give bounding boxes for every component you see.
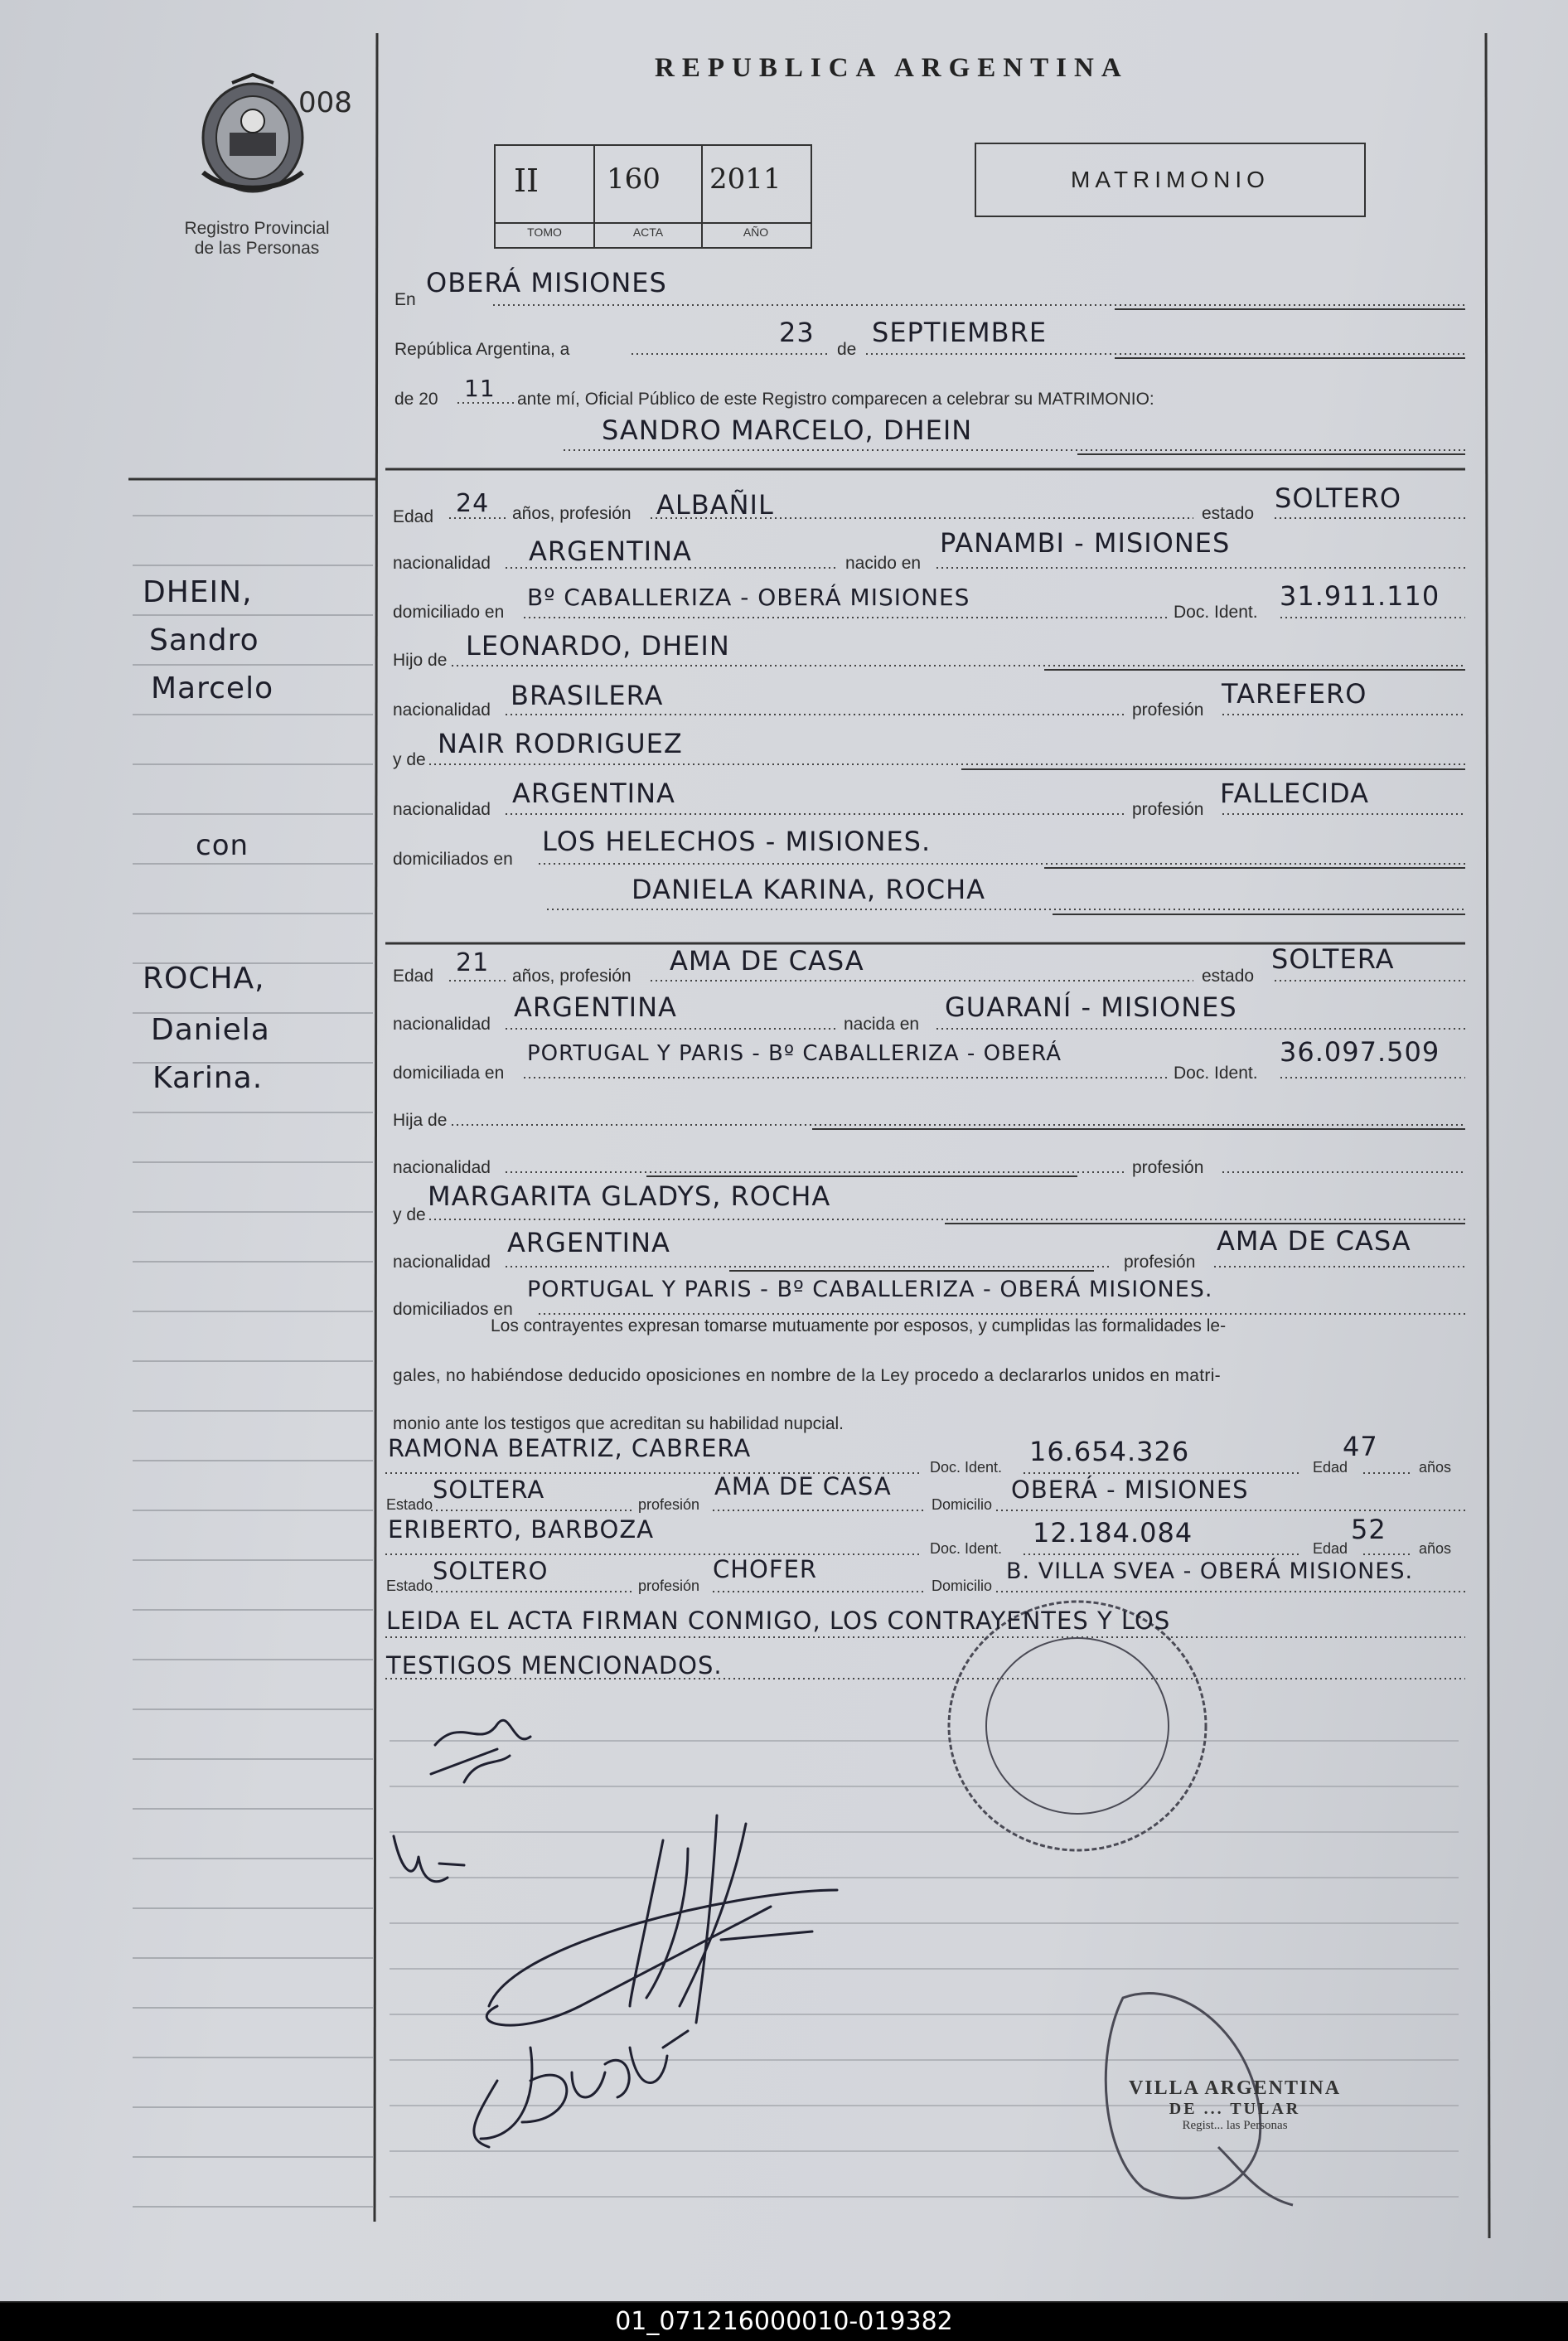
witness1-age-value: 47 (1343, 1431, 1378, 1462)
bride-nationality-label: nacionalidad (393, 1015, 491, 1034)
bride-father-nationality-label: nacionalidad (393, 1158, 491, 1177)
bride-mother-nationality-value: ARGENTINA (507, 1227, 670, 1258)
witness1-profession-label: profesión (638, 1496, 700, 1513)
witness2-profession-label: profesión (638, 1578, 700, 1594)
witness2-profession-value: CHOFER (713, 1555, 818, 1583)
bride-age-value: 21 (456, 948, 490, 977)
groom-mother-label: y de (393, 750, 426, 769)
anio-label: AÑO (743, 225, 769, 239)
witness1-status-label: Estado (386, 1496, 433, 1513)
bride-father-label: Hija de (393, 1111, 448, 1130)
witness1-profession-value: AMA DE CASA (714, 1472, 892, 1500)
witness1-doc-value: 16.654.326 (1029, 1436, 1190, 1467)
groom-father-label: Hijo de (393, 651, 448, 670)
groom-mother-nationality-value: ARGENTINA (512, 778, 675, 809)
margin-groom-given2: Marcelo (151, 671, 274, 705)
witness2-doc-label: Doc. Ident. (930, 1540, 1003, 1557)
groom-father-profession-value: TAREFERO (1222, 678, 1367, 710)
groom-status-label: estado (1202, 504, 1255, 523)
margin-groom-given1: Sandro (149, 623, 259, 657)
witness1-age-label: Edad (1313, 1459, 1348, 1476)
page-number: 008 (298, 86, 352, 119)
witness2-doc-value: 12.184.084 (1033, 1517, 1193, 1549)
bride-profession-value: AMA DE CASA (670, 945, 864, 977)
groom-doc-value: 31.911.110 (1280, 580, 1440, 612)
month-value: SEPTIEMBRE (872, 317, 1048, 348)
bride-mother-profession-label: profesión (1124, 1253, 1196, 1272)
year-value: 11 (464, 375, 496, 402)
witness1-domicile-value: OBERÁ - MISIONES (1011, 1476, 1249, 1504)
declaration-line3: monio ante los testigos que acreditan su habilidad nupcial. (393, 1414, 844, 1433)
bride-mother-value: MARGARITA GLADYS, ROCHA (428, 1180, 831, 1212)
witness1-domicile-label: Domicilio (932, 1496, 993, 1513)
groom-profession-value: ALBAÑIL (656, 489, 774, 521)
bride-profession-label: años, profesión (512, 967, 632, 986)
groom-mother-value: NAIR RODRIGUEZ (438, 728, 683, 759)
groom-doc-label: Doc. Ident. (1174, 603, 1258, 622)
groom-father-value: LEONARDO, DHEIN (466, 630, 730, 662)
country-title: REPUBLICA ARGENTINA (655, 53, 1129, 83)
witness1-doc-label: Doc. Ident. (930, 1459, 1003, 1476)
groom-nationality-label: nacionalidad (393, 554, 491, 573)
place-value: OBERÁ MISIONES (426, 267, 667, 298)
bride-doc-value: 36.097.509 (1280, 1036, 1440, 1068)
groom-name-value: SANDRO MARCELO, DHEIN (602, 414, 973, 446)
appear-text: ante mí, Oficial Público de este Registro comparecen a celebrar su MATRIMONIO: (517, 390, 1154, 409)
margin-bride-given2: Karina. (152, 1061, 264, 1095)
bride-nationality-value: ARGENTINA (514, 991, 677, 1023)
anio-value: 2011 (709, 162, 782, 196)
en-label: En (394, 290, 416, 309)
tomo-value: II (514, 162, 540, 199)
bride-status-label: estado (1202, 967, 1255, 986)
acta-label: ACTA (632, 225, 664, 239)
groom-profession-label: años, profesión (512, 504, 632, 523)
record-type: MATRIMONIO (1071, 167, 1270, 192)
registry-stamp (1069, 2077, 1401, 2133)
closing-line2: TESTIGOS MENCIONADOS. (386, 1651, 723, 1679)
groom-father-nationality-label: nacionalidad (393, 700, 491, 720)
record-number-boxes (494, 144, 812, 249)
margin-connector: con (196, 829, 249, 862)
groom-father-profession-label: profesión (1132, 700, 1204, 720)
groom-nationality-value: ARGENTINA (529, 536, 692, 567)
de-label: de (837, 340, 857, 359)
groom-domicile-label: domiciliado en (393, 603, 505, 622)
bride-birthplace-value: GUARANÍ - MISIONES (945, 991, 1237, 1023)
registry-name (133, 219, 381, 259)
bride-name-value: DANIELA KARINA, ROCHA (632, 874, 986, 905)
closing-line1: LEIDA EL ACTA FIRMAN CONMIGO, LOS CONTRAYENTES Y LOS (386, 1607, 1171, 1635)
bride-mother-nationality-label: nacionalidad (393, 1253, 491, 1272)
groom-father-nationality-value: BRASILERA (511, 680, 664, 711)
groom-status-value: SOLTERO (1275, 482, 1402, 514)
bride-age-label: Edad (393, 967, 434, 986)
stamp-line2: DE ... TULAR (1169, 2100, 1301, 2118)
groom-mother-profession-value: FALLECIDA (1220, 778, 1369, 809)
witness1-name-value: RAMONA BEATRIZ, CABRERA (388, 1434, 752, 1462)
bride-status-value: SOLTERA (1271, 943, 1395, 975)
groom-parents-domicile-value: LOS HELECHOS - MISIONES. (542, 826, 932, 857)
witness2-name-value: ERIBERTO, BARBOZA (388, 1515, 655, 1544)
stamp-line3: Regist... las Personas (1182, 2119, 1288, 2132)
margin-groom-surname: DHEIN, (143, 575, 253, 609)
groom-domicile-value: Bº CABALLERIZA - OBERÁ MISIONES (527, 584, 970, 611)
bride-mother-label: y de (393, 1205, 426, 1224)
groom-mother-nationality-label: nacionalidad (393, 800, 491, 819)
acta-value: 160 (607, 162, 661, 196)
groom-birthplace-value: PANAMBI - MISIONES (940, 527, 1231, 559)
groom-parents-domicile-label: domiciliados en (393, 850, 513, 869)
stamp-line1: VILLA ARGENTINA (1128, 2077, 1342, 2099)
bride-mother-profession-value: AMA DE CASA (1217, 1225, 1411, 1257)
day-value: 23 (779, 317, 815, 348)
witness2-age-value: 52 (1351, 1514, 1387, 1545)
groom-birthplace-label: nacido en (845, 554, 922, 573)
bride-birthplace-label: nacida en (844, 1015, 920, 1034)
bride-domicile-label: domiciliada en (393, 1064, 505, 1083)
groom-mother-profession-label: profesión (1132, 800, 1204, 819)
witness1-status-value: SOLTERA (433, 1476, 545, 1504)
witness2-domicile-label: Domicilio (932, 1578, 993, 1594)
filename-footer: 01_071216000010-019382 (0, 2303, 1568, 2341)
year-prefix: de 20 (394, 390, 438, 409)
witness2-status-label: Estado (386, 1578, 433, 1594)
registry-name-line1: Registro Provincial (184, 219, 330, 238)
margin-bride-given1: Daniela (151, 1013, 270, 1047)
bride-father-profession-label: profesión (1132, 1158, 1204, 1177)
witness2-years-label: años (1419, 1540, 1452, 1557)
bride-parents-domicile-label: domiciliados en (393, 1300, 513, 1319)
bride-parents-domicile-value: PORTUGAL Y PARIS - Bº CABALLERIZA - OBERÁ MISIONES. (527, 1277, 1213, 1302)
declaration-line1: Los contrayentes expresan tomarse mutuamente por esposos, y cumplidas las formalidades le- (491, 1316, 1227, 1335)
witness2-age-label: Edad (1313, 1540, 1348, 1557)
bride-domicile-value: PORTUGAL Y PARIS - Bº CABALLERIZA - OBERÁ (527, 1041, 1062, 1066)
republica-label: República Argentina, a (394, 340, 570, 359)
margin-bride-surname: ROCHA, (143, 962, 265, 996)
groom-age-value: 24 (456, 489, 490, 518)
bride-doc-label: Doc. Ident. (1174, 1064, 1258, 1083)
witness2-domicile-value: B. VILLA SVEA - OBERÁ MISIONES. (1006, 1558, 1414, 1584)
registry-name-line2: de las Personas (194, 239, 320, 258)
declaration-line2: gales, no habiéndose deducido oposiciones en nombre de la Ley procedo a declararlos unidos en matri- (393, 1366, 1221, 1385)
groom-age-label: Edad (393, 507, 434, 526)
tomo-label: TOMO (527, 225, 562, 239)
record-type-box (975, 143, 1366, 217)
witness2-status-value: SOLTERO (433, 1557, 549, 1585)
witness1-years-label: años (1419, 1459, 1452, 1476)
